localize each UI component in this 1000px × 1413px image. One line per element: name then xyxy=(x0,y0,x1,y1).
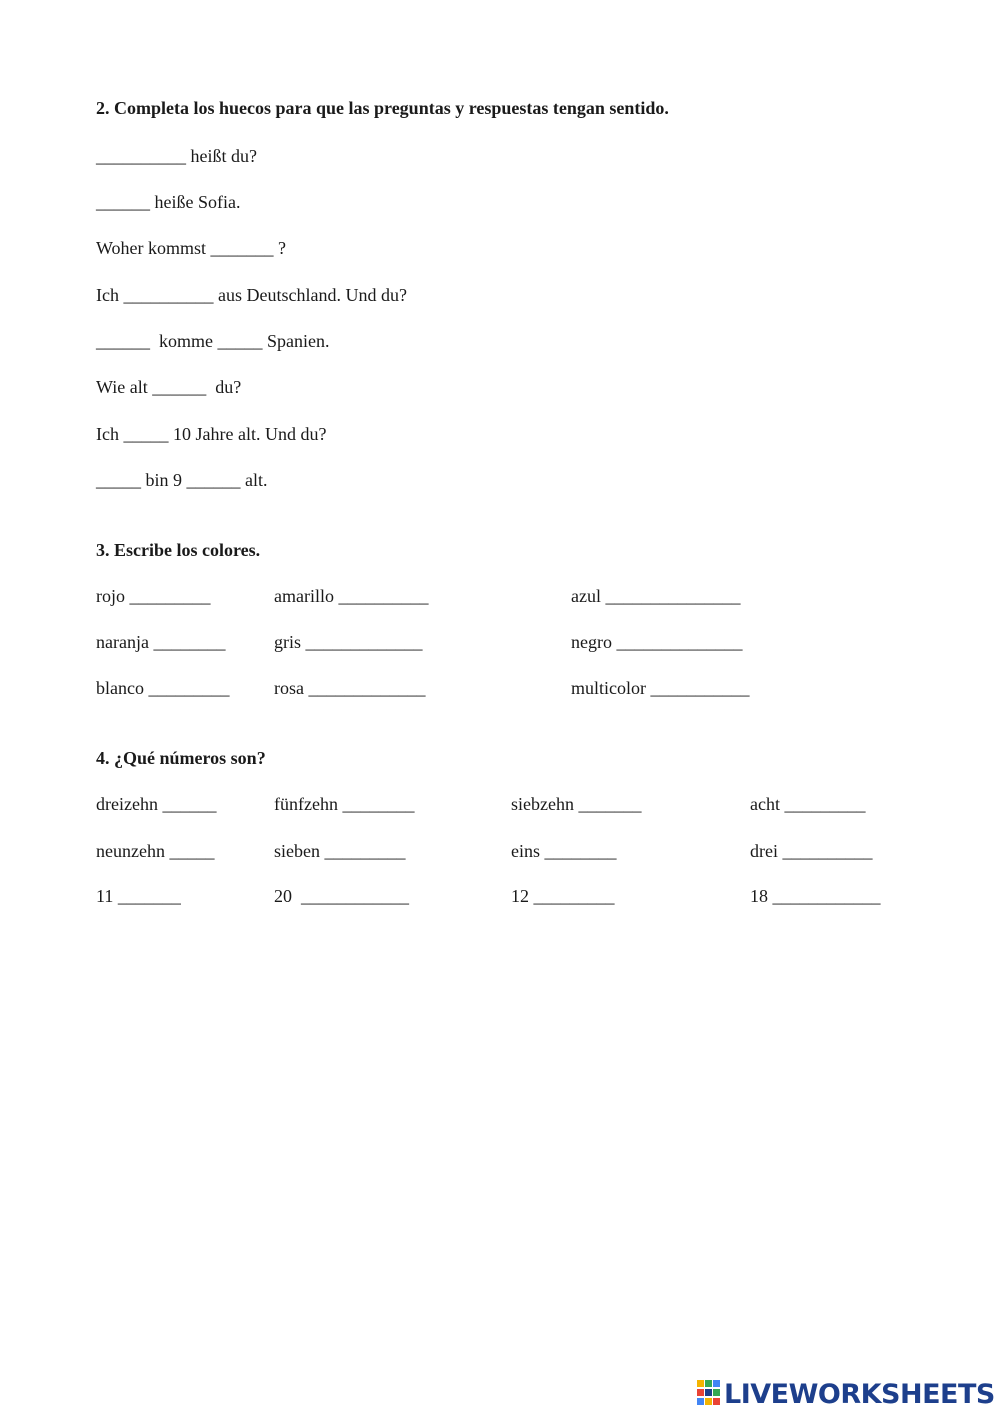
number-item-neunzehn: neunzehn _____ xyxy=(96,841,215,861)
color-item-gris: gris _____________ xyxy=(274,632,423,652)
exercise-line-8: _____ bin 9 ______ alt. xyxy=(96,470,268,490)
color-item-azul: azul _______________ xyxy=(571,586,741,606)
color-item-naranja: naranja ________ xyxy=(96,632,226,652)
number-item-siebzehn: siebzehn _______ xyxy=(511,794,642,814)
number-item-eins: eins ________ xyxy=(511,841,617,861)
exercise-line-7: Ich _____ 10 Jahre alt. Und du? xyxy=(96,424,327,444)
number-item-11: 11 _______ xyxy=(96,886,181,906)
exercise-line-2: ______ heiße Sofia. xyxy=(96,192,241,212)
liveworksheets-brand xyxy=(697,1378,995,1410)
number-item-12: 12 _________ xyxy=(511,886,615,906)
number-item-sieben: sieben _________ xyxy=(274,841,406,861)
number-item-20: 20 ____________ xyxy=(274,886,409,906)
exercise-line-3: Woher kommst _______ ? xyxy=(96,238,287,258)
section-2-heading: 2. Completa los huecos para que las preguntas y respuestas tengan sentido. xyxy=(96,98,669,118)
number-item-fuenfzehn: fünfzehn ________ xyxy=(274,794,415,814)
color-item-multicolor: multicolor ___________ xyxy=(571,678,750,698)
liveworksheets-wordmark: LIVEWORKSHEETS xyxy=(724,1378,995,1410)
number-item-18: 18 ____________ xyxy=(750,886,881,906)
color-item-blanco: blanco _________ xyxy=(96,678,230,698)
color-item-rosa: rosa _____________ xyxy=(274,678,426,698)
color-item-rojo: rojo _________ xyxy=(96,586,211,606)
number-item-drei: drei __________ xyxy=(750,841,873,861)
exercise-line-5: ______ komme _____ Spanien. xyxy=(96,331,330,351)
section-4-heading: 4. ¿Qué números son? xyxy=(96,748,266,768)
number-item-dreizehn: dreizehn ______ xyxy=(96,794,217,814)
section-3-heading: 3. Escribe los colores. xyxy=(96,540,261,560)
exercise-line-6: Wie alt ______ du? xyxy=(96,377,242,397)
color-item-amarillo: amarillo __________ xyxy=(274,586,429,606)
exercise-line-1: __________ heißt du? xyxy=(96,146,257,166)
exercise-line-4: Ich __________ aus Deutschland. Und du? xyxy=(96,285,407,305)
number-item-acht: acht _________ xyxy=(750,794,866,814)
liveworksheets-logo-icon xyxy=(697,1380,721,1408)
color-item-negro: negro ______________ xyxy=(571,632,743,652)
